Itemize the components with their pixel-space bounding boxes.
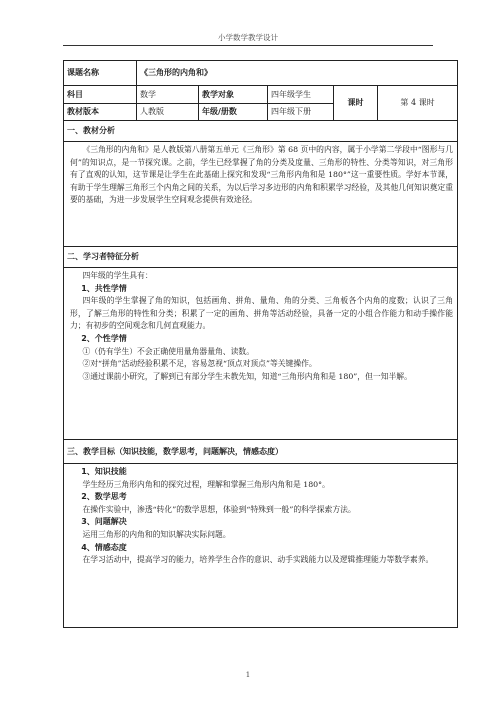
grade-label: 年级/册数 bbox=[199, 104, 268, 121]
individual-item: ①（仍有学生）不会正确使用量角器量角、读数。 bbox=[82, 346, 254, 356]
title-row bbox=[64, 61, 458, 86]
analysis-heading: 一、教材分析 bbox=[64, 121, 458, 142]
edition-label: 教材版本 bbox=[64, 104, 137, 121]
learners-heading: 二、学习者特征分析 bbox=[64, 247, 458, 268]
analysis-heading-row bbox=[64, 121, 458, 142]
period-label: 课时 bbox=[334, 86, 378, 121]
goals-heading-row bbox=[64, 440, 458, 464]
learners-body-row bbox=[64, 268, 458, 440]
analysis-body-row bbox=[64, 142, 458, 247]
lesson-plan-table bbox=[63, 60, 458, 628]
analysis-text: 《三角形的内角和》是人教版第八册第五单元《三角形》第 68 页中的内容，属于小学第二学段中“图形与几何”的知识点，是一节探究课。之前，学生已经掌握了角的分类及度量、三角形的特性、分类等知识，对三角形有了直观的认知，这节课是让学生在此基础上探究和发现“三角形内角和是 180°”这一重要性质。学好本节课，有助于学生理解三角形三个内角之间的关系，为以后学习多边形的内角和积累学习经验，及其他几何知识奠定重要的基础，为进一步发展学生空间观念提供有效途径。 bbox=[70, 145, 454, 205]
individual-title: 2、个性学情 bbox=[81, 333, 127, 343]
learners-body bbox=[64, 268, 458, 440]
goal-title: 3、问题解决 bbox=[81, 517, 127, 527]
goal-title: 4、情感态度 bbox=[81, 542, 127, 552]
learners-intro: 四年级的学生具有： bbox=[82, 271, 153, 280]
edition-value: 人教版 bbox=[137, 104, 199, 121]
goal-text: 运用三角形的内角和的知识解决实际问题。 bbox=[82, 529, 231, 539]
learners-heading-row bbox=[64, 247, 458, 268]
goal-title: 1、知识技能 bbox=[81, 467, 127, 476]
goal-text: 在学习活动中，提高学习的能力，培养学生合作的意识、动手实践能力以及逻辑推理能力等数学素养。 bbox=[82, 555, 434, 565]
subject-label: 科目 bbox=[64, 86, 137, 104]
goals-body bbox=[64, 464, 458, 628]
audience-label: 教学对象 bbox=[199, 86, 268, 104]
grade-value: 四年级下册 bbox=[268, 104, 334, 121]
goal-text: 学生经历三角形内角和的探究过程，理解和掌握三角形内角和是 180°。 bbox=[82, 479, 330, 489]
title-value: 《三角形的内角和》 bbox=[137, 61, 458, 86]
goals-heading: 三、教学目标（知识技能，数学思考，问题解决，情感态度） bbox=[64, 440, 458, 464]
individual-item: ③通过课前小研究，了解到已有部分学生未教先知，知道“三角形内角和是 180”，但一知半解。 bbox=[82, 371, 412, 381]
period-value: 第 4 课时 bbox=[378, 86, 458, 121]
title-label: 课题名称 bbox=[64, 61, 137, 86]
subject-value: 数学 bbox=[137, 86, 199, 104]
header-rule bbox=[63, 45, 433, 46]
common-text: 四年级的学生掌握了角的知识，包括画角、拼角、量角、角的分类、三角板各个内角的度数；认识了三角形，了解三角形的特性和分类；积累了一定的画角、拼角等活动经验，具备一定的小组合作能力和动手操作能力；有初步的空间观念和几何直观能力。 bbox=[70, 296, 454, 331]
audience-value: 四年级学生 bbox=[268, 86, 334, 104]
subject-row bbox=[64, 86, 458, 104]
goals-body-row bbox=[64, 464, 458, 628]
goal-text: 在操作实验中，渗透“转化”的数学思想，体验到“特殊到一般”的科学探索方法。 bbox=[82, 504, 356, 514]
page-number: 1 bbox=[245, 671, 251, 679]
analysis-body bbox=[64, 142, 458, 247]
individual-item: ②对“拼角”活动经验积累不足，容易忽视“顶点对顶点”等关键操作。 bbox=[82, 359, 317, 369]
goal-title: 2、数学思考 bbox=[81, 492, 127, 502]
page-header: 小学数学教学设计 bbox=[218, 33, 278, 42]
common-title: 1、共性学情 bbox=[81, 283, 127, 293]
